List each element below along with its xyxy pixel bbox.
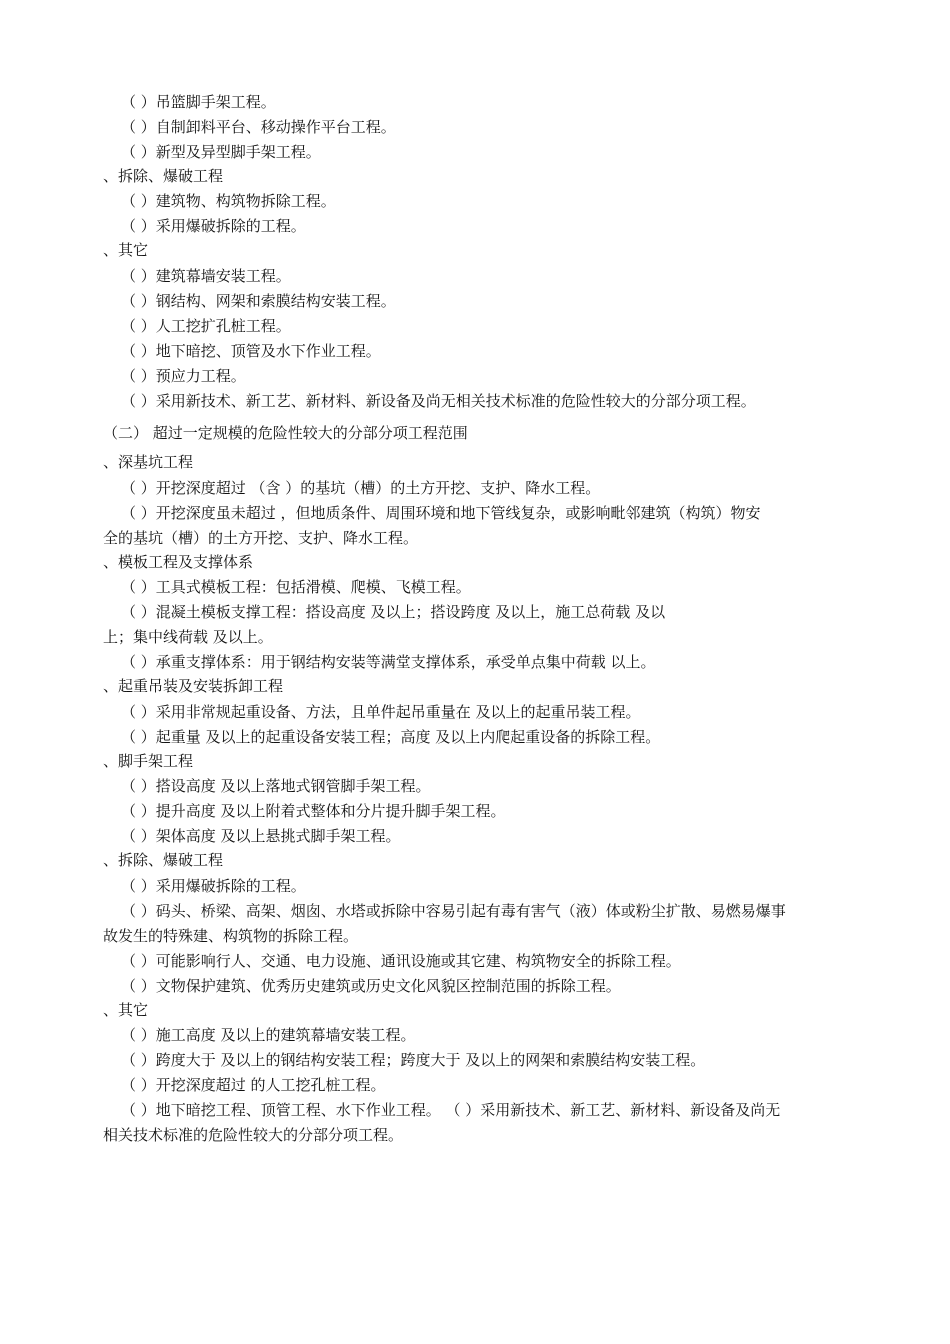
list-item: （ ）码头、桥梁、高架、烟囱、水塔或拆除中容易引起有毒有害气（液）体或粉尘扩散、易燃易爆事 — [121, 902, 786, 920]
list-item: （ ）采用非常规起重设备、方法，且单件起吊重量在 及以上的起重吊装工程。 — [121, 703, 641, 721]
section-heading: 、起重吊装及安装拆卸工程 — [103, 677, 284, 695]
section-heading: 、拆除、爆破工程 — [103, 851, 224, 869]
list-item: （ ）搭设高度 及以上落地式钢管脚手架工程。 — [121, 777, 431, 795]
subsection-title: （二） 超过一定规模的危险性较大的分部分项工程范围 — [103, 424, 468, 442]
list-item: （ ）混凝土模板支撑工程：搭设高度 及以上；搭设跨度 及以上，施工总荷载 及以 — [121, 603, 666, 621]
section-heading: 、拆除、爆破工程 — [103, 167, 224, 185]
list-item: （ ）采用爆破拆除的工程。 — [121, 877, 306, 895]
list-item: （ ）文物保护建筑、优秀历史建筑或历史文化风貌区控制范围的拆除工程。 — [121, 977, 621, 995]
list-item-continuation: 相关技术标准的危险性较大的分部分项工程。 — [103, 1126, 404, 1144]
list-item: （ ）地下暗挖、顶管及水下作业工程。 — [121, 342, 381, 360]
list-item: （ ）人工挖扩孔桩工程。 — [121, 317, 291, 335]
list-item: （ ）跨度大于 及以上的钢结构安装工程；跨度大于 及以上的网架和索膜结构安装工程。 — [121, 1051, 706, 1069]
section-heading: 、模板工程及支撑体系 — [103, 553, 254, 571]
list-item: （ ）建筑幕墙安装工程。 — [121, 267, 291, 285]
list-item-continuation: 上；集中线荷载 及以上。 — [103, 628, 273, 646]
section-heading: 、其它 — [103, 241, 149, 259]
list-item: （ ）地下暗挖工程、顶管工程、水下作业工程。 （ ）采用新技术、新工艺、新材料、新设备及尚无 — [121, 1101, 781, 1119]
list-item: （ ）架体高度 及以上悬挑式脚手架工程。 — [121, 827, 401, 845]
list-item: （ ）提升高度 及以上附着式整体和分片提升脚手架工程。 — [121, 802, 506, 820]
section-heading: 、脚手架工程 — [103, 752, 194, 770]
list-item: （ ）钢结构、网架和索膜结构安装工程。 — [121, 292, 396, 310]
list-item: （ ）新型及异型脚手架工程。 — [121, 143, 321, 161]
list-item: （ ）开挖深度超过 （含 ）的基坑（槽）的土方开挖、支护、降水工程。 — [121, 479, 601, 497]
list-item: （ ）起重量 及以上的起重设备安装工程；高度 及以上内爬起重设备的拆除工程。 — [121, 728, 661, 746]
section-heading: 、其它 — [103, 1001, 149, 1019]
list-item: （ ）可能影响行人、交通、电力设施、通讯设施或其它建、构筑物安全的拆除工程。 — [121, 952, 681, 970]
list-item: （ ）开挖深度超过 的人工挖孔桩工程。 — [121, 1076, 386, 1094]
section-heading: 、深基坑工程 — [103, 453, 194, 471]
list-item: （ ）采用爆破拆除的工程。 — [121, 217, 306, 235]
list-item-continuation: 全的基坑（槽）的土方开挖、支护、降水工程。 — [103, 529, 419, 547]
list-item: （ ）自制卸料平台、移动操作平台工程。 — [121, 118, 396, 136]
list-item: （ ）工具式模板工程：包括滑模、爬模、飞模工程。 — [121, 578, 471, 596]
list-item: （ ）吊篮脚手架工程。 — [121, 93, 276, 111]
list-item: （ ）开挖深度虽未超过 ，但地质条件、周围环境和地下管线复杂，或影响毗邻建筑（构筑）物安 — [121, 504, 761, 522]
list-item: （ ）采用新技术、新工艺、新材料、新设备及尚无相关技术标准的危险性较大的分部分项工程。 — [121, 392, 756, 410]
list-item: （ ）预应力工程。 — [121, 367, 246, 385]
list-item: （ ）承重支撑体系：用于钢结构安装等满堂支撑体系，承受单点集中荷载 以上。 — [121, 653, 656, 671]
list-item: （ ）施工高度 及以上的建筑幕墙安装工程。 — [121, 1026, 416, 1044]
list-item: （ ）建筑物、构筑物拆除工程。 — [121, 192, 336, 210]
list-item-continuation: 故发生的特殊建、构筑物的拆除工程。 — [103, 927, 359, 945]
